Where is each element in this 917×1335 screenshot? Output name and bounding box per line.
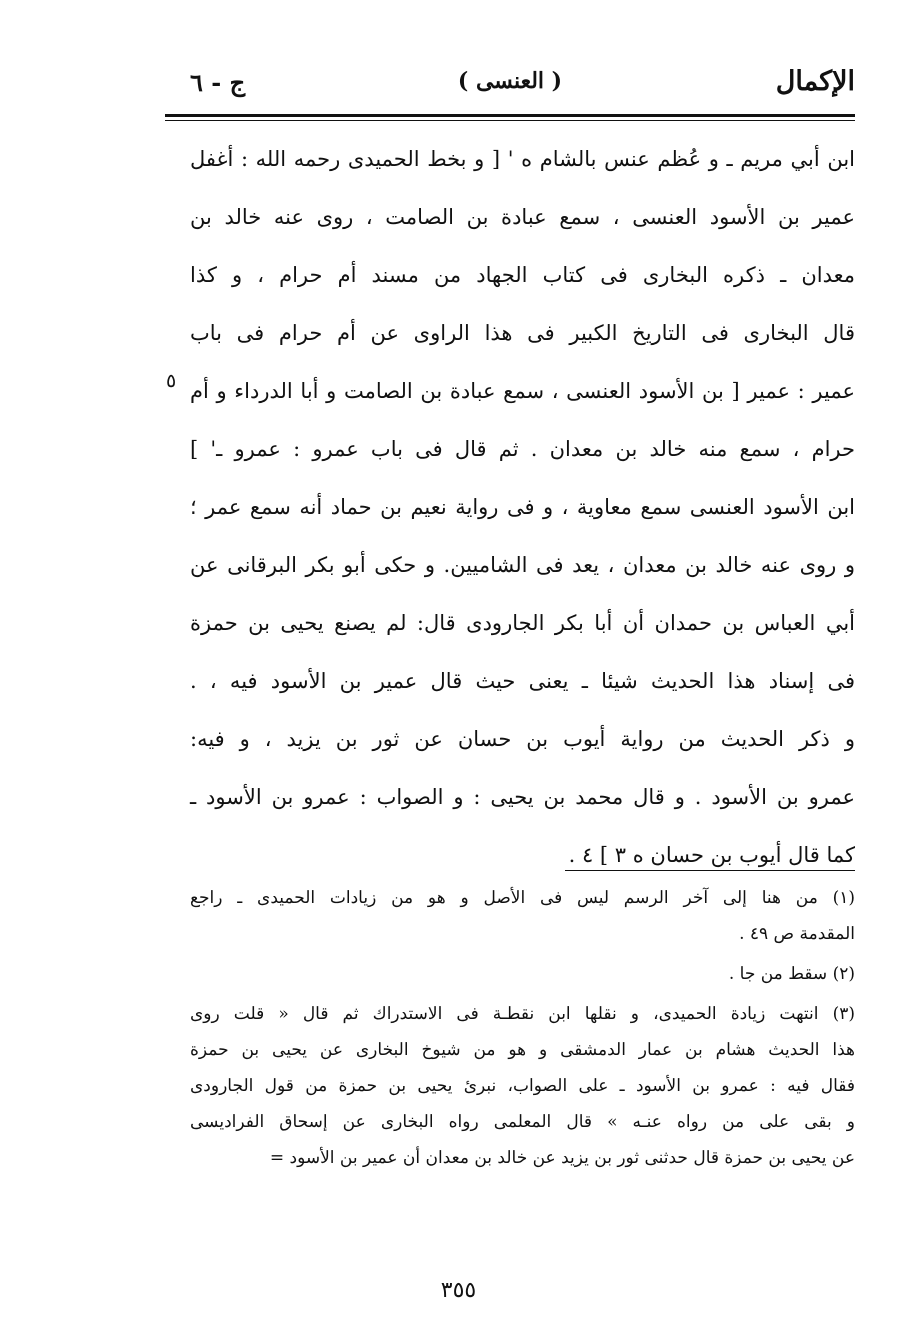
text-line: معدان ـ ذكره البخارى فى كتاب الجهاد من مسند أم حرام ، و كذا — [190, 263, 855, 287]
footnote-line: (٣) انتهت زيادة الحميدى، و نقلها ابن نقطـة فى الاستدراك ثم قال « قلت روى — [190, 1004, 855, 1024]
text-line: و روى عنه خالد بن معدان ، يعد فى الشاميين. و حكى أبو بكر البرقانى عن — [190, 553, 855, 577]
text-line: عمير : عمير [ بن الأسود العنسى ، سمع عبادة بن الصامت و أبا الدرداء و أم — [190, 379, 855, 403]
header-rule-thin — [165, 120, 855, 121]
text-line: عمير بن الأسود العنسى ، سمع عبادة بن الصامت ، روى عنه خالد بن — [190, 205, 855, 229]
text-line: عمرو بن الأسود . و قال محمد بن يحيى : و الصواب : عمرو بن الأسود ـ — [190, 785, 855, 809]
footnote-line: و بقى على من رواه عنـه » قال المعلمى رواه البخارى عن إسحاق الفراديسى — [190, 1112, 855, 1132]
text-line: ابن أبي مريم ـ و عُظم عنس بالشام ه ' [ و بخط الحميدى رحمه الله : أغفل — [190, 147, 855, 171]
header-rule-thick — [165, 114, 855, 117]
footnote-line: فقال فيه : عمرو بن الأسود ـ على الصواب، نبرئ يحيى بن حمزة من قول الجارودى — [190, 1076, 855, 1096]
footnote-line: (٢) سقط من جا . — [728, 964, 855, 984]
text-line: و ذكر الحديث من رواية أيوب بن حسان عن ثور بن يزيد ، و فيه: — [190, 727, 855, 751]
text-line: ابن الأسود العنسى سمع معاوية ، و فى رواية نعيم بن حماد أنه سمع عمر ؛ — [190, 495, 855, 519]
text-line: كما قال أيوب بن حسان ه ٣ ] ٤ . — [568, 843, 855, 867]
footnotes — [190, 880, 855, 1176]
footnote-line: عن يحيى بن حمزة قال حدثنى ثور بن يزيد عن خالد بن معدان أن عمير بن الأسود = — [269, 1148, 855, 1168]
section-title: ( العنسى ) — [457, 68, 563, 94]
text-line: أبي العباس بن حمدان أن أبا بكر الجارودى قال: لم يصنع يحيى بن حمزة — [190, 611, 855, 635]
text-line: فى إسناد هذا الحديث شيئا ـ يعنى حيث قال عمير بن الأسود فيه ، . — [190, 669, 855, 693]
page-header — [165, 58, 855, 108]
book-title: الإكمال — [775, 66, 855, 97]
text-line: حرام ، سمع منه خالد بن معدان . ثم قال فى باب عمرو : عمرو ـ' ] — [190, 437, 855, 461]
margin-line-number: ٥ — [166, 370, 177, 392]
page-number: ٣٥٥ — [440, 1278, 477, 1303]
volume-label: ج - ٦ — [190, 68, 246, 97]
main-text — [190, 130, 855, 884]
footnote-line: (١) من هنا إلى آخر الرسم ليس فى الأصل و هو من زيادات الحميدى ـ راجع — [190, 888, 855, 908]
footnote-separator — [565, 870, 855, 871]
footnote-line: المقدمة ص ٤٩ . — [739, 924, 855, 944]
footnote-line: هذا الحديث هشام بن عمار الدمشقى و هو من شيوخ البخارى عن يحيى بن حمزة — [190, 1040, 855, 1060]
text-line: قال البخارى فى التاريخ الكبير فى هذا الراوى عن أم حرام فى باب — [190, 321, 855, 345]
